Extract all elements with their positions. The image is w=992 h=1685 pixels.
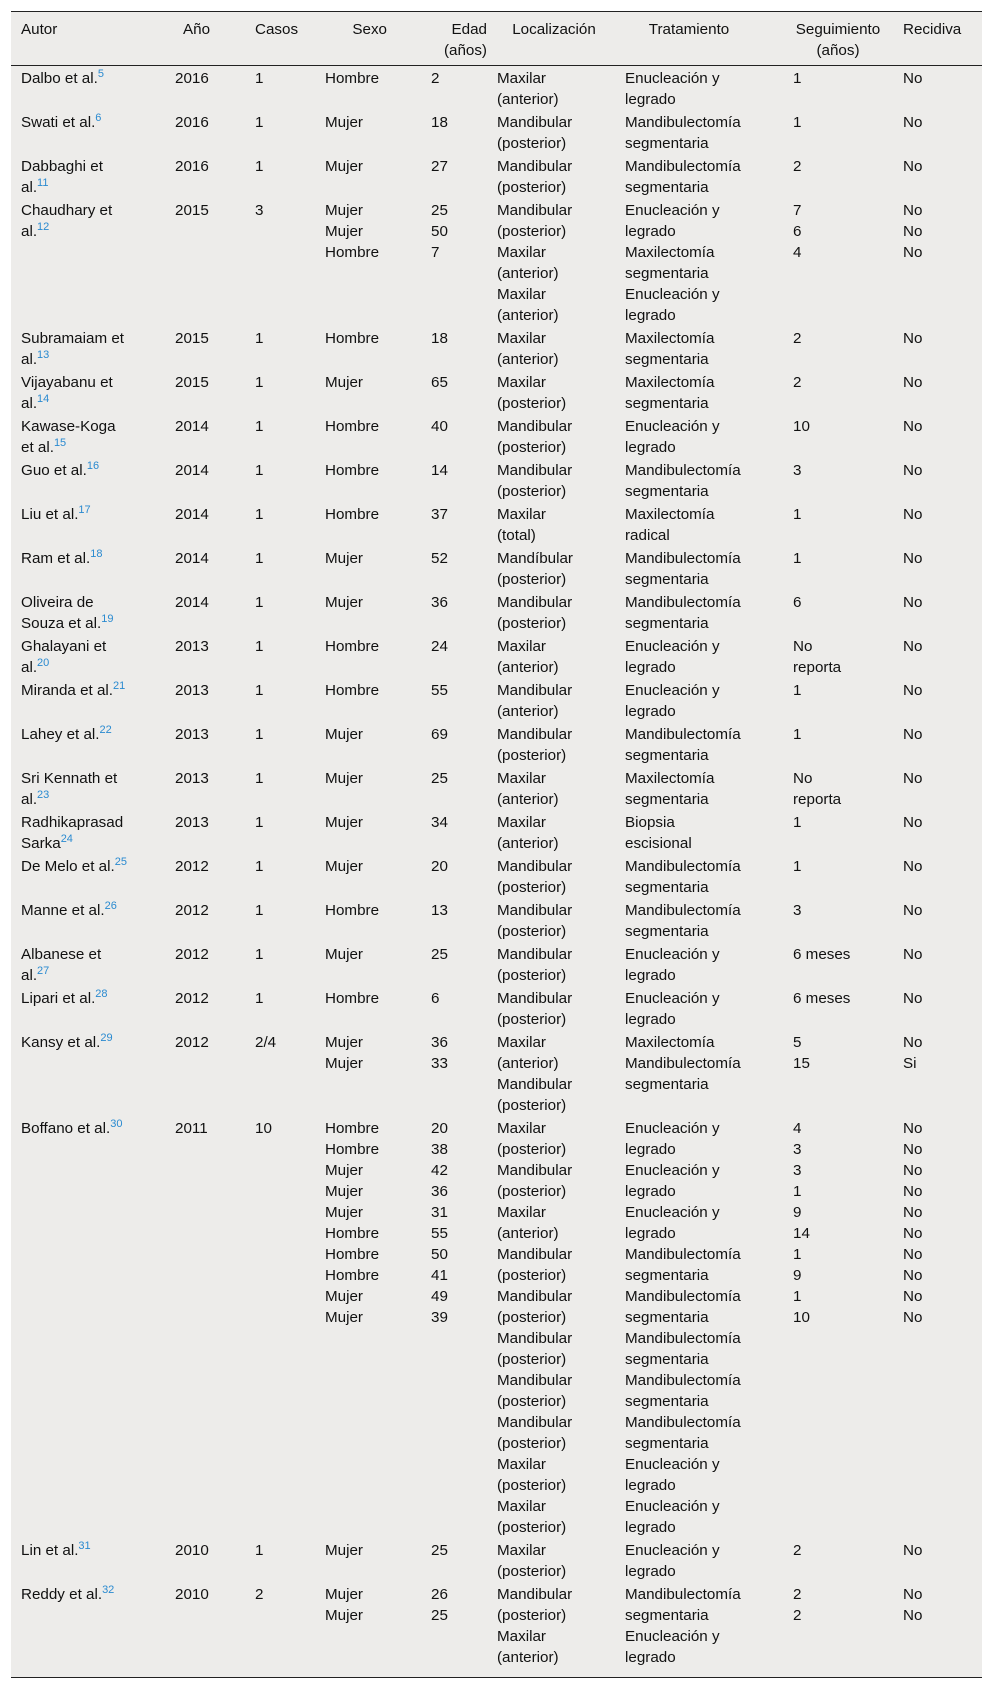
cell-edad: 34	[431, 814, 448, 831]
cell-sexo: Hombre	[325, 70, 380, 87]
cell-casos: 1	[255, 1542, 264, 1559]
cell-loc: Maxilar (anterior)	[497, 638, 559, 676]
cell-casos: 1	[255, 550, 264, 567]
cell-anio: 2010	[175, 1542, 209, 1559]
cell-trat: Enucleación y legrado	[625, 990, 720, 1028]
cell-autor: Radhikaprasad Sarka$^{24}$	[21, 814, 124, 852]
cell-loc: Mandibular (posterior)	[497, 990, 573, 1028]
table-row	[11, 154, 982, 198]
cell-rec: No	[903, 158, 923, 175]
cell-casos: 2	[255, 1586, 264, 1603]
cell-autor: Chaudhary et al.$^{12}$	[21, 202, 113, 240]
cell-casos: 1	[255, 114, 264, 131]
table-row	[11, 942, 982, 986]
cell-loc: Mandibular (posterior)	[497, 594, 573, 632]
cell-anio: 2013	[175, 638, 209, 655]
cell-sexo: Mujer	[325, 726, 363, 743]
cell-anio: 2013	[175, 726, 209, 743]
reference-link[interactable]: 25	[114, 856, 127, 868]
cell-casos: 10	[255, 1120, 272, 1137]
reference-link[interactable]: 13	[37, 349, 50, 361]
reference-link[interactable]: 28	[95, 988, 108, 1000]
cell-rec: No No No	[903, 202, 923, 261]
reference-link[interactable]: 6	[95, 112, 102, 124]
cell-casos: 1	[255, 70, 264, 87]
cell-loc: Maxilar (posterior)	[497, 374, 567, 412]
cell-rec: No	[903, 462, 923, 479]
table-header	[11, 12, 982, 66]
header-autor: Autor	[11, 12, 165, 66]
cell-autor: Ghalayani et al.$^{20}$	[21, 638, 107, 676]
cell-rec: No	[903, 726, 923, 743]
cell-rec: No	[903, 114, 923, 131]
cell-edad: 69	[431, 726, 448, 743]
table-row	[11, 66, 982, 111]
cell-edad: 36	[431, 594, 448, 611]
reference-link[interactable]: 32	[102, 1584, 115, 1596]
cell-sexo: Hombre Hombre Mujer Mujer Mujer Hombre Hombre Hombre Mujer Mujer	[325, 1120, 380, 1326]
cell-casos: 1	[255, 946, 264, 963]
table-row	[11, 898, 982, 942]
table-row	[11, 1582, 982, 1668]
table-row	[11, 1116, 982, 1538]
header-recidiva: Recidiva	[893, 12, 982, 66]
cell-edad: 52	[431, 550, 448, 567]
cell-sexo: Mujer Mujer	[325, 1034, 363, 1072]
cell-seg: 4 3 3 1 9 14 1 9 1 10	[793, 1120, 810, 1326]
cell-trat: Enucleación y legrado	[625, 638, 720, 676]
cell-trat: Maxilectomía Mandibulectomía segmentaria	[625, 1034, 741, 1093]
cell-autor: Kansy et al.$^{29}$	[21, 1032, 113, 1051]
cell-casos: 1	[255, 682, 264, 699]
cell-autor: Kawase-Koga et al.$^{15}$	[21, 418, 116, 456]
cell-autor: Guo et al.$^{16}$	[21, 460, 100, 479]
cell-trat: Maxilectomía segmentaria	[625, 330, 715, 368]
table-row	[11, 198, 982, 326]
cell-rec: No	[903, 418, 923, 435]
cell-seg: 1	[793, 550, 802, 567]
table-row	[11, 546, 982, 590]
cell-sexo: Mujer	[325, 946, 363, 963]
cell-seg: 1	[793, 506, 802, 523]
cell-trat: Mandibulectomía segmentaria	[625, 462, 741, 500]
cell-seg: 6	[793, 594, 802, 611]
cell-anio: 2010	[175, 1586, 209, 1603]
cell-seg: 2	[793, 158, 802, 175]
cell-edad: 20	[431, 858, 448, 875]
cell-rec: No	[903, 902, 923, 919]
cell-anio: 2014	[175, 594, 209, 611]
cell-loc: Mandibular (posterior)	[497, 902, 573, 940]
cell-loc: Mandibular (posterior)	[497, 726, 573, 764]
cell-loc: Mandibular (posterior)	[497, 858, 573, 896]
cell-seg: 2	[793, 374, 802, 391]
cell-loc: Maxilar (anterior)	[497, 330, 559, 368]
cell-trat: Enucleación y legrado	[625, 418, 720, 456]
cell-rec: No	[903, 858, 923, 875]
cell-sexo: Mujer Mujer Hombre	[325, 202, 380, 261]
cell-casos: 1	[255, 506, 264, 523]
cell-loc: Mandibular (posterior) Maxilar (anterior)	[497, 1586, 573, 1666]
cell-seg: 2 2	[793, 1586, 802, 1624]
cell-edad: 18	[431, 114, 448, 131]
cell-anio: 2012	[175, 946, 209, 963]
cell-seg: 2	[793, 330, 802, 347]
cell-anio: 2012	[175, 990, 209, 1007]
table-row	[11, 370, 982, 414]
cell-autor: Albanese et al.$^{27}$	[21, 946, 102, 984]
reference-link[interactable]: 14	[37, 393, 50, 405]
cell-loc: Maxilar (posterior)	[497, 1542, 567, 1580]
cell-rec: No No No No No No No No No No	[903, 1120, 923, 1326]
cell-sexo: Hombre	[325, 462, 380, 479]
cell-sexo: Mujer	[325, 374, 363, 391]
cell-trat: Maxilectomía segmentaria	[625, 374, 715, 412]
cell-seg: 6 meses	[793, 990, 851, 1007]
cell-trat: Mandibulectomía segmentaria	[625, 158, 741, 196]
cell-casos: 2/4	[255, 1034, 277, 1051]
cell-seg: 7 6 4	[793, 202, 802, 261]
cell-sexo: Mujer	[325, 550, 363, 567]
cell-anio: 2011	[175, 1120, 208, 1137]
table-body	[11, 66, 982, 1669]
reference-link[interactable]: 31	[78, 1540, 91, 1552]
cell-autor: Subramaiam et al.$^{13}$	[21, 330, 124, 368]
header-casos: Casos	[245, 12, 315, 66]
cell-trat: Enucleación y legrado	[625, 70, 720, 108]
reference-link[interactable]: 26	[104, 900, 117, 912]
cell-sexo: Mujer	[325, 594, 363, 611]
cell-anio: 2012	[175, 902, 209, 919]
cell-sexo: Mujer	[325, 1542, 363, 1559]
cell-sexo: Mujer	[325, 114, 363, 131]
cell-seg: 5 15	[793, 1034, 810, 1072]
reference-link[interactable]: 24	[60, 833, 73, 845]
cell-seg: 1	[793, 682, 802, 699]
reference-link[interactable]: 30	[110, 1118, 123, 1130]
cell-edad: 6	[431, 990, 440, 1007]
table-row	[11, 986, 982, 1030]
reference-link[interactable]: 11	[37, 177, 49, 189]
cell-trat: Mandibulectomía segmentaria	[625, 550, 741, 588]
cell-edad: 18	[431, 330, 448, 347]
header-anio: Año	[165, 12, 245, 66]
cell-edad: 40	[431, 418, 448, 435]
cell-sexo: Hombre	[325, 638, 380, 655]
cell-seg: No reporta	[793, 770, 842, 808]
cell-edad: 27	[431, 158, 448, 175]
cell-loc: Maxilar (posterior) Mandibular (posterior) Maxilar (anterior) Mandibular (posterior) Mandibular (posterior) Mandibular (posterior) Mandibular (posterior) Mandibular (posterior) Maxilar (posterior) Maxilar (posterior)	[497, 1120, 573, 1536]
cell-trat: Mandibulectomía segmentaria	[625, 858, 741, 896]
table-row	[11, 458, 982, 502]
cell-rec: No	[903, 70, 923, 87]
cell-edad: 25 50 7	[431, 202, 448, 261]
cell-loc: Maxilar (anterior)	[497, 770, 559, 808]
table-row	[11, 634, 982, 678]
cell-edad: 2	[431, 70, 440, 87]
cell-trat: Biopsia escisional	[625, 814, 692, 852]
case-table	[11, 12, 982, 1668]
reference-link[interactable]: 17	[78, 504, 91, 516]
cell-sexo: Mujer Mujer	[325, 1586, 363, 1624]
cell-trat: Enucleación y legrado	[625, 1542, 720, 1580]
cell-loc: Mandibular (anterior)	[497, 682, 573, 720]
cell-autor: Lahey et al.$^{22}$	[21, 724, 112, 743]
cell-casos: 1	[255, 902, 264, 919]
cell-rec: No Si	[903, 1034, 923, 1072]
cell-sexo: Mujer	[325, 158, 363, 175]
cell-loc: Mandibular (posterior)	[497, 114, 573, 152]
cell-loc: Mandibular (posterior) Maxilar (anterior) Maxilar (anterior)	[497, 202, 573, 324]
cell-edad: 25	[431, 946, 448, 963]
cell-edad: 13	[431, 902, 448, 919]
reference-link[interactable]: 29	[100, 1032, 113, 1044]
cell-anio: 2012	[175, 1034, 209, 1051]
cell-anio: 2013	[175, 814, 209, 831]
cell-seg: 6 meses	[793, 946, 851, 963]
cell-anio: 2012	[175, 858, 209, 875]
cell-loc: Mandibular (posterior)	[497, 946, 573, 984]
table-container	[11, 11, 982, 1678]
table-row	[11, 110, 982, 154]
table-row	[11, 1538, 982, 1582]
table-row	[11, 766, 982, 810]
cell-rec: No	[903, 594, 923, 611]
table-row	[11, 1030, 982, 1116]
cell-anio: 2016	[175, 158, 209, 175]
cell-rec: No	[903, 770, 923, 787]
cell-loc: Maxilar (total)	[497, 506, 546, 544]
header-sexo: Sexo	[315, 12, 415, 66]
cell-anio: 2015	[175, 374, 209, 391]
cell-loc: Maxilar (anterior) Mandibular (posterior)	[497, 1034, 573, 1114]
reference-link[interactable]: 27	[37, 965, 50, 977]
reference-link[interactable]: 18	[90, 548, 103, 560]
table-row	[11, 678, 982, 722]
cell-sexo: Mujer	[325, 770, 363, 787]
cell-trat: Enucleación y legrado	[625, 946, 720, 984]
cell-rec: No	[903, 374, 923, 391]
cell-edad: 55	[431, 682, 448, 699]
reference-link[interactable]: 23	[37, 789, 50, 801]
cell-autor: Sri Kennath et al.$^{23}$	[21, 770, 118, 808]
cell-casos: 1	[255, 858, 264, 875]
table-row	[11, 810, 982, 854]
header-edad: Edad (años)	[415, 12, 487, 66]
cell-casos: 3	[255, 202, 264, 219]
cell-anio: 2013	[175, 682, 209, 699]
cell-rec: No	[903, 814, 923, 831]
cell-loc: Mandíbular (posterior)	[497, 550, 573, 588]
header-tratamiento: Tratamiento	[615, 12, 783, 66]
reference-link[interactable]: 5	[97, 68, 104, 80]
cell-casos: 1	[255, 158, 264, 175]
table-row	[11, 722, 982, 766]
cell-edad: 26 25	[431, 1586, 448, 1624]
cell-rec: No	[903, 1542, 923, 1559]
cell-edad: 36 33	[431, 1034, 448, 1072]
cell-seg: 2	[793, 1542, 802, 1559]
cell-anio: 2014	[175, 550, 209, 567]
cell-anio: 2013	[175, 770, 209, 787]
cell-rec: No	[903, 638, 923, 655]
cell-casos: 1	[255, 374, 264, 391]
table-row	[11, 502, 982, 546]
cell-trat: Enucleación y legrado Maxilectomía segmentaria Enucleación y legrado	[625, 202, 720, 324]
cell-casos: 1	[255, 726, 264, 743]
cell-anio: 2016	[175, 114, 209, 131]
cell-sexo: Hombre	[325, 682, 380, 699]
cell-rec: No	[903, 682, 923, 699]
cell-autor: De Melo et al.$^{25}$	[21, 856, 127, 875]
cell-anio: 2015	[175, 330, 209, 347]
cell-rec: No	[903, 506, 923, 523]
cell-trat: Enucleación y legrado	[625, 682, 720, 720]
cell-seg: 1	[793, 114, 802, 131]
table-row	[11, 854, 982, 898]
cell-edad: 25	[431, 1542, 448, 1559]
cell-rec: No	[903, 946, 923, 963]
cell-trat: Enucleación y legrado Enucleación y legrado Enucleación y legrado Mandibulectomía segmentaria Mandibulectomía segmentaria Mandibulectomía segmentaria Mandibulectomía segmentaria Mandibulectomía segmentaria Enucleación y legrado Enucleación y legrado	[625, 1120, 741, 1536]
cell-autor: Vijayabanu et al.$^{14}$	[21, 374, 113, 412]
cell-rec: No	[903, 330, 923, 347]
cell-autor: Reddy et al.$^{32}$	[21, 1584, 115, 1603]
reference-link[interactable]: 20	[37, 657, 50, 669]
cell-loc: Maxilar (anterior)	[497, 814, 559, 852]
cell-loc: Mandibular (posterior)	[497, 462, 573, 500]
cell-autor: Lin et al.$^{31}$	[21, 1540, 91, 1559]
cell-autor: Lipari et al.$^{28}$	[21, 988, 108, 1007]
header-seguimiento: Seguimiento (años)	[783, 12, 893, 66]
cell-trat: Mandibulectomía segmentaria Enucleación y legrado	[625, 1586, 741, 1666]
reference-link[interactable]: 15	[53, 437, 67, 449]
cell-autor: Liu et al.$^{17}$	[21, 504, 91, 523]
cell-rec: No	[903, 990, 923, 1007]
reference-link[interactable]: 12	[37, 221, 50, 233]
cell-seg: 1	[793, 858, 802, 875]
cell-casos: 1	[255, 990, 264, 1007]
cell-rec: No	[903, 550, 923, 567]
cell-sexo: Hombre	[325, 330, 380, 347]
cell-anio: 2014	[175, 418, 209, 435]
cell-casos: 1	[255, 770, 264, 787]
cell-loc: Maxilar (anterior)	[497, 70, 559, 108]
cell-autor: Boffano et al.$^{30}$	[21, 1118, 123, 1137]
cell-autor: Ram et al.$^{18}$	[21, 548, 103, 567]
cell-autor: Manne et al.$^{26}$	[21, 900, 117, 919]
cell-seg: 3	[793, 462, 802, 479]
table-row	[11, 326, 982, 370]
cell-sexo: Hombre	[325, 990, 380, 1007]
cell-rec: No No	[903, 1586, 923, 1624]
cell-trat: Mandibulectomía segmentaria	[625, 726, 741, 764]
cell-seg: 10	[793, 418, 810, 435]
cell-autor: Oliveira de Souza et al.$^{19}$	[21, 594, 114, 632]
cell-autor: Dabbaghi et al.$^{11}$	[21, 158, 103, 196]
cell-casos: 1	[255, 814, 264, 831]
cell-edad: 65	[431, 374, 448, 391]
cell-casos: 1	[255, 418, 264, 435]
cell-sexo: Hombre	[325, 506, 380, 523]
table-row	[11, 590, 982, 634]
cell-trat: Mandibulectomía segmentaria	[625, 902, 741, 940]
cell-seg: No reporta	[793, 638, 842, 676]
cell-anio: 2014	[175, 462, 209, 479]
cell-autor: Dalbo et al.$^5$	[21, 68, 104, 87]
cell-edad: 24	[431, 638, 448, 655]
cell-casos: 1	[255, 330, 264, 347]
cell-seg: 3	[793, 902, 802, 919]
cell-edad: 20 38 42 36 31 55 50 41 49 39	[431, 1120, 448, 1326]
reference-link[interactable]: 21	[113, 680, 126, 692]
cell-sexo: Hombre	[325, 418, 380, 435]
table-row	[11, 414, 982, 458]
cell-loc: Mandibular (posterior)	[497, 158, 573, 196]
cell-edad: 14	[431, 462, 448, 479]
cell-edad: 37	[431, 506, 448, 523]
cell-autor: Swati et al.$^6$	[21, 112, 102, 131]
header-localizacion: Localización	[487, 12, 615, 66]
cell-loc: Mandibular (posterior)	[497, 418, 573, 456]
cell-seg: 1	[793, 814, 802, 831]
reference-link[interactable]: 16	[86, 460, 100, 472]
reference-link[interactable]: 19	[101, 613, 114, 625]
cell-edad: 25	[431, 770, 448, 787]
cell-trat: Mandibulectomía segmentaria	[625, 594, 741, 632]
cell-sexo: Mujer	[325, 814, 363, 831]
cell-anio: 2014	[175, 506, 209, 523]
cell-trat: Maxilectomía segmentaria	[625, 770, 715, 808]
cell-sexo: Hombre	[325, 902, 380, 919]
cell-trat: Maxilectomía radical	[625, 506, 715, 544]
cell-seg: 1	[793, 726, 802, 743]
cell-autor: Miranda et al.$^{21}$	[21, 680, 126, 699]
reference-link[interactable]: 22	[99, 724, 112, 736]
cell-casos: 1	[255, 462, 264, 479]
cell-seg: 1	[793, 70, 802, 87]
cell-anio: 2015	[175, 202, 209, 219]
cell-casos: 1	[255, 638, 264, 655]
cell-trat: Mandibulectomía segmentaria	[625, 114, 741, 152]
cell-sexo: Mujer	[325, 858, 363, 875]
cell-anio: 2016	[175, 70, 209, 87]
cell-casos: 1	[255, 594, 264, 611]
